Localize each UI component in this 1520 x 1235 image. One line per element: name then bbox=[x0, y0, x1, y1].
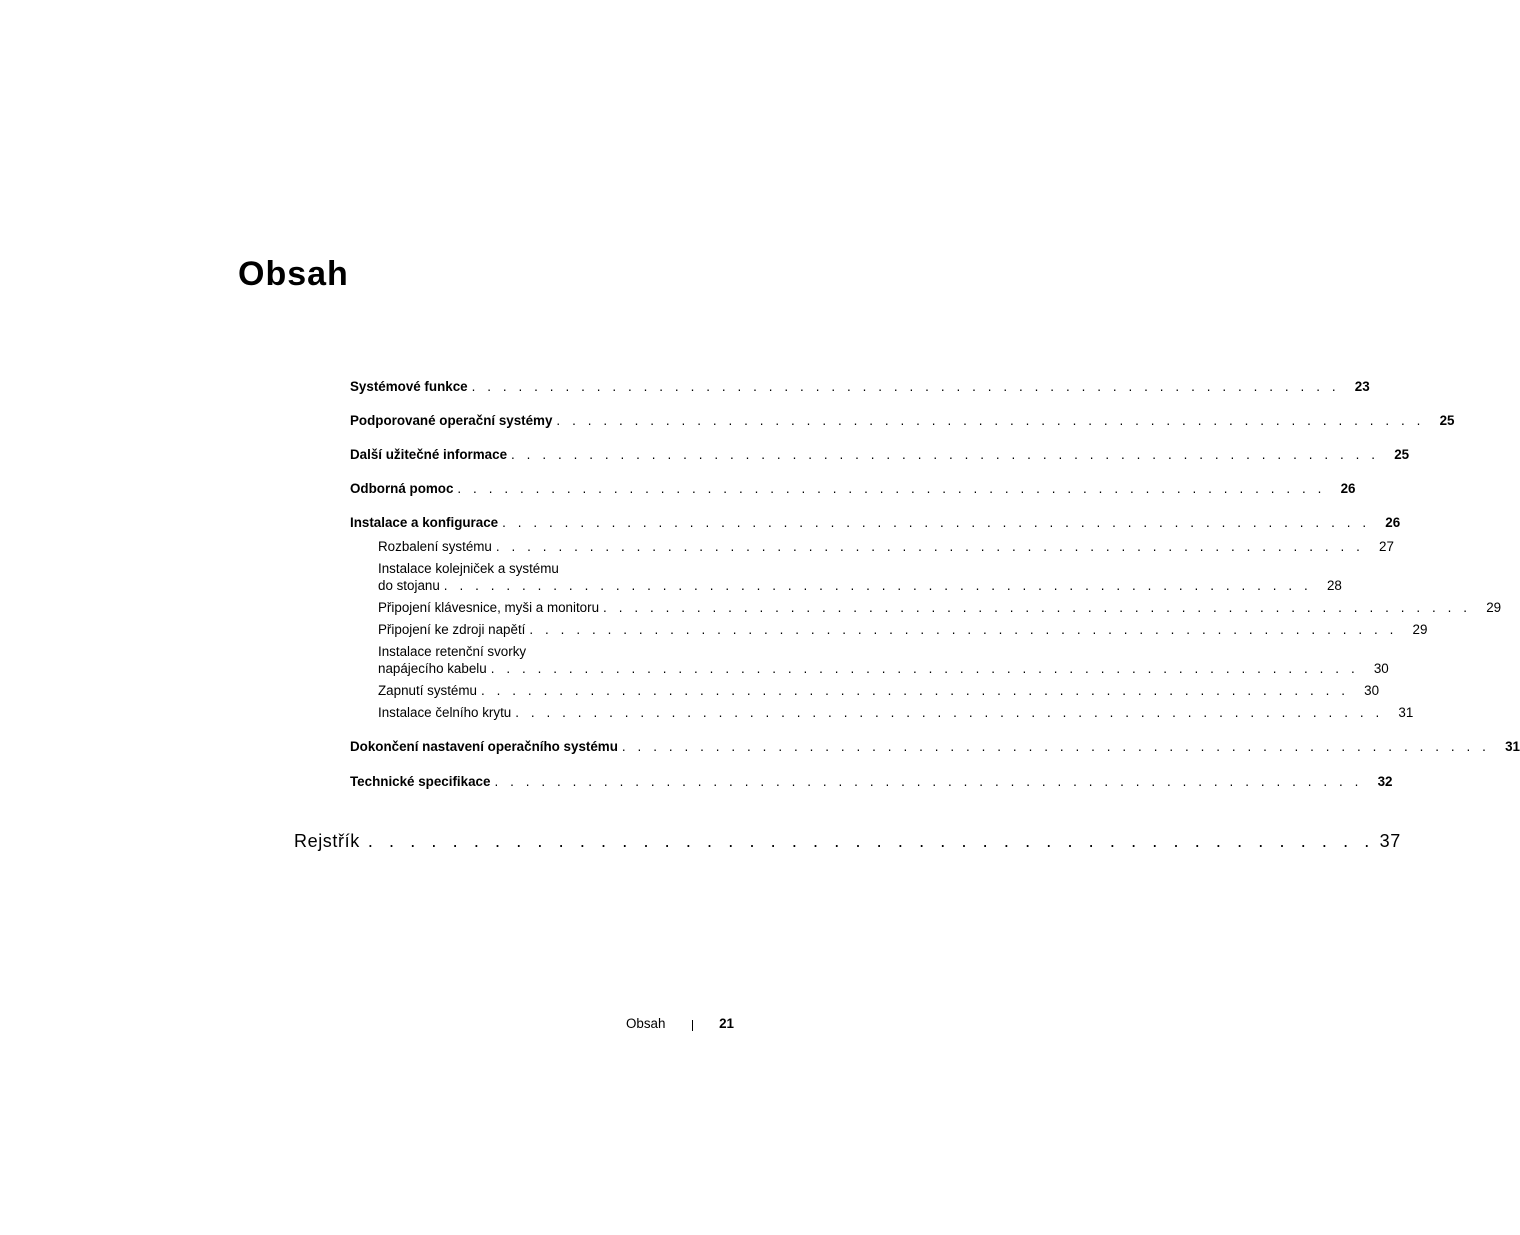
toc-entry-label: Připojení klávesnice, myši a monitoru bbox=[378, 600, 600, 615]
toc-entry[interactable] bbox=[350, 599, 1502, 616]
toc-entry-label: Technické specifikace bbox=[350, 774, 491, 789]
dot-leader: . . . . . . . . . . . . . . . . . . . . . . . . . . . . . . . . . . . . . . . . . . . . . . . . . . . . . . . . bbox=[490, 661, 1359, 676]
toc-page-number: 26 bbox=[1340, 481, 1356, 496]
toc-entry-line bbox=[378, 577, 1342, 594]
toc-page-number: 27 bbox=[1379, 539, 1394, 554]
toc-entry-label: Další užitečné informace bbox=[350, 447, 508, 462]
toc-page-number: 29 bbox=[1412, 622, 1428, 637]
toc-entry[interactable] bbox=[350, 538, 1394, 555]
toc-entry[interactable] bbox=[350, 643, 1389, 677]
toc-entry-label: Instalace a konfigurace bbox=[350, 515, 499, 530]
dot-leader: . . . . . . . . . . . . . . . . . . . . . . . . . . . . . . . . . . . . . . . . . . . . . . . . bbox=[367, 831, 1375, 851]
toc-page-number: 31 bbox=[1398, 705, 1414, 720]
toc-entry[interactable] bbox=[350, 412, 1455, 429]
toc-entry-line bbox=[350, 480, 1356, 497]
toc-entry-line bbox=[378, 704, 1414, 721]
toc-page-number: 32 bbox=[1377, 774, 1393, 789]
toc-entry[interactable] bbox=[350, 704, 1414, 721]
toc-entry-label: Odborná pomoc bbox=[350, 481, 454, 496]
toc-entry-label: do stojanu bbox=[378, 578, 440, 593]
toc-entry[interactable] bbox=[350, 514, 1401, 531]
footer-page-number: 21 bbox=[719, 1016, 734, 1031]
dot-leader: . . . . . . . . . . . . . . . . . . . . . . . . . . . . . . . . . . . . . . . . . . . . . . . . . . . . . . . . bbox=[495, 539, 1364, 554]
toc-entry[interactable] bbox=[350, 738, 1520, 755]
dot-leader: . . . . . . . . . . . . . . . . . . . . . . . . . . . . . . . . . . . . . . . . . . . . . . . . . . . . . . . . bbox=[529, 622, 1398, 637]
dot-leader: . . . . . . . . . . . . . . . . . . . . . . . . . . . . . . . . . . . . . . . . . . . . . . . . . . . . . . . . bbox=[494, 774, 1363, 789]
toc-entry[interactable] bbox=[350, 480, 1356, 497]
page-footer bbox=[600, 1015, 734, 1035]
toc-entry[interactable] bbox=[350, 446, 1410, 463]
toc-entry-line bbox=[378, 560, 688, 577]
dot-leader: . . . . . . . . . . . . . . . . . . . . . . . . . . . . . . . . . . . . . . . . . . . . . . . . . . . . . . . . bbox=[502, 515, 1371, 530]
toc-entry[interactable] bbox=[350, 621, 1428, 638]
toc-entry-line bbox=[378, 643, 688, 660]
toc-entry-line bbox=[350, 446, 1410, 463]
toc-page-number: 26 bbox=[1385, 515, 1401, 530]
toc-entry-label: Podporované operační systémy bbox=[350, 413, 553, 428]
toc-entry-line bbox=[350, 412, 1455, 429]
toc-entry-line bbox=[350, 738, 1520, 755]
toc-entry-line bbox=[378, 599, 1502, 616]
toc-page-number: 30 bbox=[1373, 661, 1389, 676]
toc-entry[interactable] bbox=[350, 560, 1342, 594]
toc-page-number: 28 bbox=[1326, 578, 1342, 593]
toc-page-number: 37 bbox=[1379, 831, 1401, 851]
toc-entry-label: Systémové funkce bbox=[350, 379, 468, 394]
toc-entry-label: Instalace kolejniček a systému bbox=[378, 561, 559, 576]
dot-leader: . . . . . . . . . . . . . . . . . . . . . . . . . . . . . . . . . . . . . . . . . . . . . . . . . . . . . . . . bbox=[621, 739, 1490, 754]
toc-entry-label: napájecího kabelu bbox=[378, 661, 487, 676]
toc-entry-line bbox=[350, 773, 1393, 790]
dot-leader: . . . . . . . . . . . . . . . . . . . . . . . . . . . . . . . . . . . . . . . . . . . . . . . . . . . . . . . . bbox=[443, 578, 1312, 593]
toc-page-number: 25 bbox=[1439, 413, 1455, 428]
toc-page-number: 31 bbox=[1505, 739, 1520, 754]
page-title: Obsah bbox=[238, 255, 349, 293]
dot-leader: . . . . . . . . . . . . . . . . . . . . . . . . . . . . . . . . . . . . . . . . . . . . . . . . . . . . . . . . bbox=[471, 379, 1340, 394]
toc-entry-label: Dokončení nastavení operačního systému bbox=[350, 739, 618, 754]
toc-entry-index[interactable] bbox=[294, 830, 1401, 852]
dot-leader: . . . . . . . . . . . . . . . . . . . . . . . . . . . . . . . . . . . . . . . . . . . . . . . . . . . . . . . . bbox=[511, 447, 1380, 462]
toc-page-number: 30 bbox=[1364, 683, 1380, 698]
toc-entry-line bbox=[378, 538, 1394, 555]
toc-entry-label: Rozbalení systému bbox=[378, 539, 492, 554]
toc-entry-line bbox=[350, 514, 1401, 531]
table-of-contents bbox=[350, 378, 1520, 790]
toc-entry[interactable] bbox=[350, 682, 1380, 699]
dot-leader: . . . . . . . . . . . . . . . . . . . . . . . . . . . . . . . . . . . . . . . . . . . . . . . . . . . . . . . . bbox=[556, 413, 1425, 428]
toc-entry-label: Zapnutí systému bbox=[378, 683, 477, 698]
toc-entry-line bbox=[378, 621, 1428, 638]
footer-separator bbox=[692, 1020, 693, 1031]
toc-entry[interactable] bbox=[350, 378, 1370, 395]
toc-entry-label: Rejstřík bbox=[294, 831, 360, 851]
toc-page-number: 25 bbox=[1394, 447, 1410, 462]
toc-entry-label: Instalace retenční svorky bbox=[378, 644, 527, 659]
toc-entry-label: Instalace čelního krytu bbox=[378, 705, 512, 720]
dot-leader: . . . . . . . . . . . . . . . . . . . . . . . . . . . . . . . . . . . . . . . . . . . . . . . . . . . . . . . . bbox=[457, 481, 1326, 496]
toc-entry-line bbox=[378, 682, 1380, 699]
dot-leader: . . . . . . . . . . . . . . . . . . . . . . . . . . . . . . . . . . . . . . . . . . . . . . . . . . . . . . . . bbox=[603, 600, 1472, 615]
toc-entry-line bbox=[378, 660, 1389, 677]
dot-leader: . . . . . . . . . . . . . . . . . . . . . . . . . . . . . . . . . . . . . . . . . . . . . . . . . . . . . . . . bbox=[515, 705, 1384, 720]
toc-entry-line bbox=[350, 378, 1370, 395]
dot-leader: . . . . . . . . . . . . . . . . . . . . . . . . . . . . . . . . . . . . . . . . . . . . . . . . . . . . . . . . bbox=[481, 683, 1350, 698]
toc-entry-label: Připojení ke zdroji napětí bbox=[378, 622, 526, 637]
toc-page-number: 23 bbox=[1354, 379, 1370, 394]
footer-section-title: Obsah bbox=[626, 1016, 666, 1031]
toc-entry[interactable] bbox=[350, 773, 1393, 790]
toc-page-number: 29 bbox=[1486, 600, 1502, 615]
